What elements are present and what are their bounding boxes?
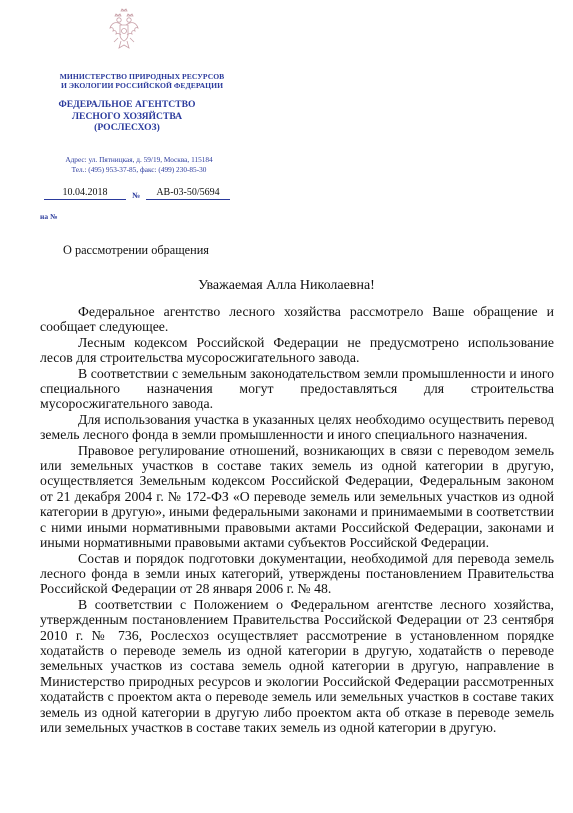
- ministry-name: [36, 72, 248, 90]
- letter-body: [40, 304, 554, 735]
- agency-abbreviation: (РОСЛЕСХОЗ): [94, 122, 160, 133]
- russian-coat-of-arms-icon: [109, 8, 139, 62]
- document-date: 10.04.2018: [44, 186, 126, 200]
- body-paragraph: Федеральное агентство лесного хозяйства рассмотрело Ваше обращение и сообщает следующее.: [40, 304, 554, 335]
- body-paragraph: Правовое регулирование отношений, возникающих в связи с переводом земель или земельных участков в составе таких земель из одной категории в другую, осуществляется Земельным кодексом Российской Федерации, Федеральным законом от 21 декабря 2004 г. № 172-ФЗ «О переводе земель или земельных участков из одной категории в другую», иными федеральными законами и принимаемыми в соответствии с ними иными нормативными правовыми актами Российской Федерации, законами и иными нормативными правовыми актами субъектов Российской Федерации.: [40, 442, 554, 551]
- agency-name: [36, 99, 218, 134]
- body-paragraph: Для использования участка в указанных целях необходимо осуществить перевод земель лесного фонда в земли промышленности и иного специального назначения.: [40, 411, 554, 443]
- address-line: Адрес: ул. Пятницкая, д. 59/19, Москва, 115184: [65, 155, 213, 164]
- document-number: АВ-03-50/5694: [146, 186, 230, 200]
- body-paragraph: Лесным кодексом Российской Федерации не предусмотрено использование лесов для строительства мусоросжигательного завода.: [40, 334, 554, 366]
- letter-subject: О рассмотрении обращения: [63, 243, 209, 257]
- letter-greeting: Уважаемая Алла Николаевна!: [198, 278, 375, 293]
- body-paragraph: В соответствии с земельным законодательством земли промышленности и иного специального назначения могут предоставляться для строительства мусоросжигательного завода.: [40, 365, 554, 412]
- ministry-name-line2: И ЭКОЛОГИИ РОССИЙСКОЙ ФЕДЕРАЦИИ: [60, 81, 224, 90]
- agency-name-line2: ЛЕСНОГО ХОЗЯЙСТВА: [71, 110, 183, 122]
- body-paragraph: Состав и порядок подготовки документации, необходимой для перевода земель лесного фонда в земли иных категорий, утверждены постановлением Правительства Российской Федерации от 28 января 2006 г. № 48.: [40, 550, 554, 597]
- body-paragraph: В соответствии с Положением о Федеральном агентстве лесного хозяйства, утвержденным постановлением Правительства Российской Федерации от 23 сентября 2010 г. № 736, Рослесхоз осуществляет рассмотрение в установленном порядке ходатайств о переводе земель из одной категории в другую, ходатайств о переводе земельных участков из состава земель одной категории в другую, направление в Министерство природных ресурсов и экологии Российской Федерации рассмотренных ходатайств с проектом акта о переводе земель или земельных участков в составе таких земель из одной категории в другую либо проектом акта об отказе в переводе земель или земельных участков в составе таких земель из одной категории в другую.: [40, 596, 554, 735]
- agency-name-line1: ФЕДЕРАЛЬНОЕ АГЕНТСТВО: [58, 99, 196, 110]
- agency-address: [40, 155, 238, 175]
- reply-to-number-label: на №: [40, 212, 58, 221]
- ministry-name-line1: МИНИСТЕРСТВО ПРИРОДНЫХ РЕСУРСОВ: [59, 72, 225, 81]
- phone-fax-line: Тел.: (495) 953-37-85, факс: (499) 230-85-30: [71, 165, 207, 174]
- number-sign: №: [132, 191, 141, 200]
